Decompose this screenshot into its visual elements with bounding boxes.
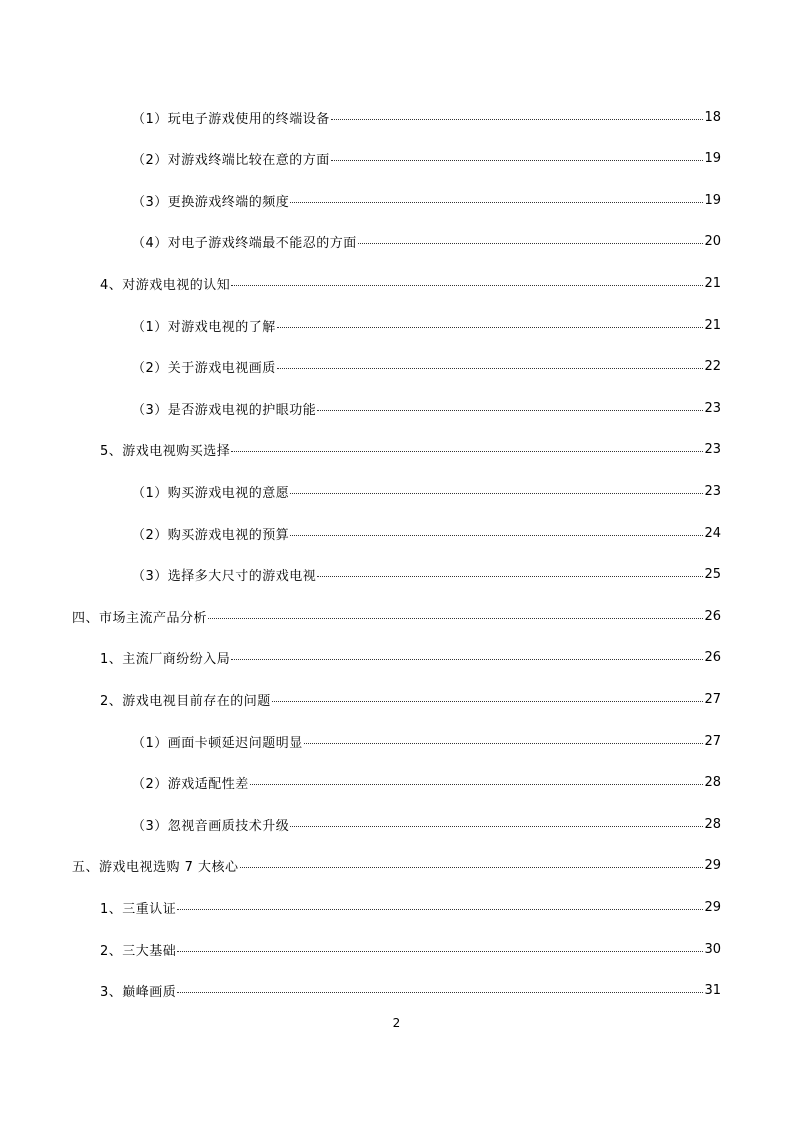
dot-leader — [250, 784, 704, 785]
toc-entry-page: 27 — [704, 733, 721, 749]
toc-entry[interactable] — [132, 804, 721, 844]
toc-entry[interactable] — [132, 139, 721, 179]
toc-entry-title: （1）对游戏电视的了解 — [132, 319, 276, 335]
toc-entry-title: 1、三重认证 — [100, 901, 177, 917]
toc-entry-page: 28 — [704, 775, 721, 791]
toc-entry-page: 26 — [704, 650, 721, 666]
dot-leader — [231, 659, 703, 660]
toc-entry-title: 4、对游戏电视的认知 — [100, 277, 231, 293]
toc-entry[interactable] — [132, 180, 721, 220]
toc-entry-title: （2）关于游戏电视画质 — [132, 361, 276, 377]
toc-entry[interactable] — [132, 97, 721, 137]
toc-entry[interactable] — [100, 887, 721, 927]
dot-leader — [231, 451, 703, 452]
toc-entry-title: 2、游戏电视目前存在的问题 — [100, 693, 271, 709]
toc-entry-page: 18 — [704, 109, 721, 125]
toc-entry-title: （3）选择多大尺寸的游戏电视 — [132, 569, 317, 585]
toc-entry-page: 21 — [704, 275, 721, 291]
toc-entry-page: 31 — [704, 983, 721, 999]
toc-entry-title: （3）是否游戏电视的护眼功能 — [132, 402, 317, 418]
toc-entry-page: 26 — [704, 608, 721, 624]
toc-entry-page: 24 — [704, 525, 721, 541]
dot-leader — [317, 410, 703, 411]
toc-entry-title: （2）对游戏终端比较在意的方面 — [132, 153, 330, 169]
toc-entry-title: （1）购买游戏电视的意愿 — [132, 485, 290, 501]
toc-entry-page: 19 — [704, 151, 721, 167]
toc-entry-title: 5、游戏电视购买选择 — [100, 444, 231, 460]
toc-entry-title: （4）对电子游戏终端最不能忍的方面 — [132, 236, 357, 252]
dot-leader — [290, 535, 703, 536]
dot-leader — [290, 202, 703, 203]
toc-entry-title: （1）画面卡顿延迟问题明显 — [132, 735, 303, 751]
dot-leader — [317, 576, 703, 577]
toc-entry[interactable] — [132, 347, 721, 387]
dot-leader — [177, 909, 703, 910]
dot-leader — [331, 160, 704, 161]
toc-entry-page: 27 — [704, 691, 721, 707]
dot-leader — [208, 618, 703, 619]
toc-entry[interactable] — [100, 430, 721, 470]
toc-entry-title: （3）忽视音画质技术升级 — [132, 818, 290, 834]
toc-entry-title: 3、巅峰画质 — [100, 985, 177, 1001]
dot-leader — [277, 327, 704, 328]
toc-entry[interactable] — [100, 679, 721, 719]
toc-entry-title: 五、游戏电视选购 7 大核心 — [72, 860, 239, 876]
toc-entry-title: （2）游戏适配性差 — [132, 777, 249, 793]
toc-entry-page: 29 — [704, 858, 721, 874]
dot-leader — [358, 243, 704, 244]
toc-entry-page: 21 — [704, 317, 721, 333]
toc-entry-title: （3）更换游戏终端的频度 — [132, 194, 290, 210]
toc-entry[interactable] — [100, 971, 721, 1011]
dot-leader — [290, 493, 703, 494]
toc-entry-title: （2）购买游戏电视的预算 — [132, 527, 290, 543]
toc-entry[interactable] — [132, 222, 721, 262]
toc-entry-page: 29 — [704, 899, 721, 915]
toc-entry-page: 23 — [704, 442, 721, 458]
toc-entry[interactable] — [132, 513, 721, 553]
dot-leader — [290, 826, 703, 827]
toc-entry-page: 30 — [704, 941, 721, 957]
toc-entry[interactable] — [100, 638, 721, 678]
toc-entry[interactable] — [72, 596, 721, 636]
toc-entry-page: 20 — [704, 234, 721, 250]
dot-leader — [304, 743, 704, 744]
toc-entry[interactable] — [132, 305, 721, 345]
dot-leader — [177, 992, 703, 993]
dot-leader — [177, 951, 703, 952]
toc-entry-page: 25 — [704, 567, 721, 583]
dot-leader — [277, 368, 704, 369]
dot-leader — [240, 867, 704, 868]
toc-entry-title: 四、市场主流产品分析 — [72, 610, 208, 626]
toc-entry-page: 23 — [704, 483, 721, 499]
toc-entry-title: 2、三大基础 — [100, 943, 177, 959]
toc-entry[interactable] — [132, 763, 721, 803]
dot-leader — [272, 701, 704, 702]
toc-entry-title: （1）玩电子游戏使用的终端设备 — [132, 111, 330, 127]
toc-entry[interactable] — [72, 846, 721, 886]
toc-entry-page: 28 — [704, 816, 721, 832]
toc-entry-page: 23 — [704, 400, 721, 416]
toc-entry[interactable] — [132, 721, 721, 761]
toc-entry-page: 19 — [704, 192, 721, 208]
toc-entry-page: 22 — [704, 359, 721, 375]
toc-entry[interactable] — [100, 263, 721, 303]
dot-leader — [331, 119, 704, 120]
toc-entry-title: 1、主流厂商纷纷入局 — [100, 652, 231, 668]
page-number: 2 — [392, 1016, 401, 1030]
toc-entry[interactable] — [132, 555, 721, 595]
toc-entry[interactable] — [132, 388, 721, 428]
toc-entry[interactable] — [100, 929, 721, 969]
dot-leader — [231, 285, 703, 286]
toc-entry[interactable] — [132, 471, 721, 511]
